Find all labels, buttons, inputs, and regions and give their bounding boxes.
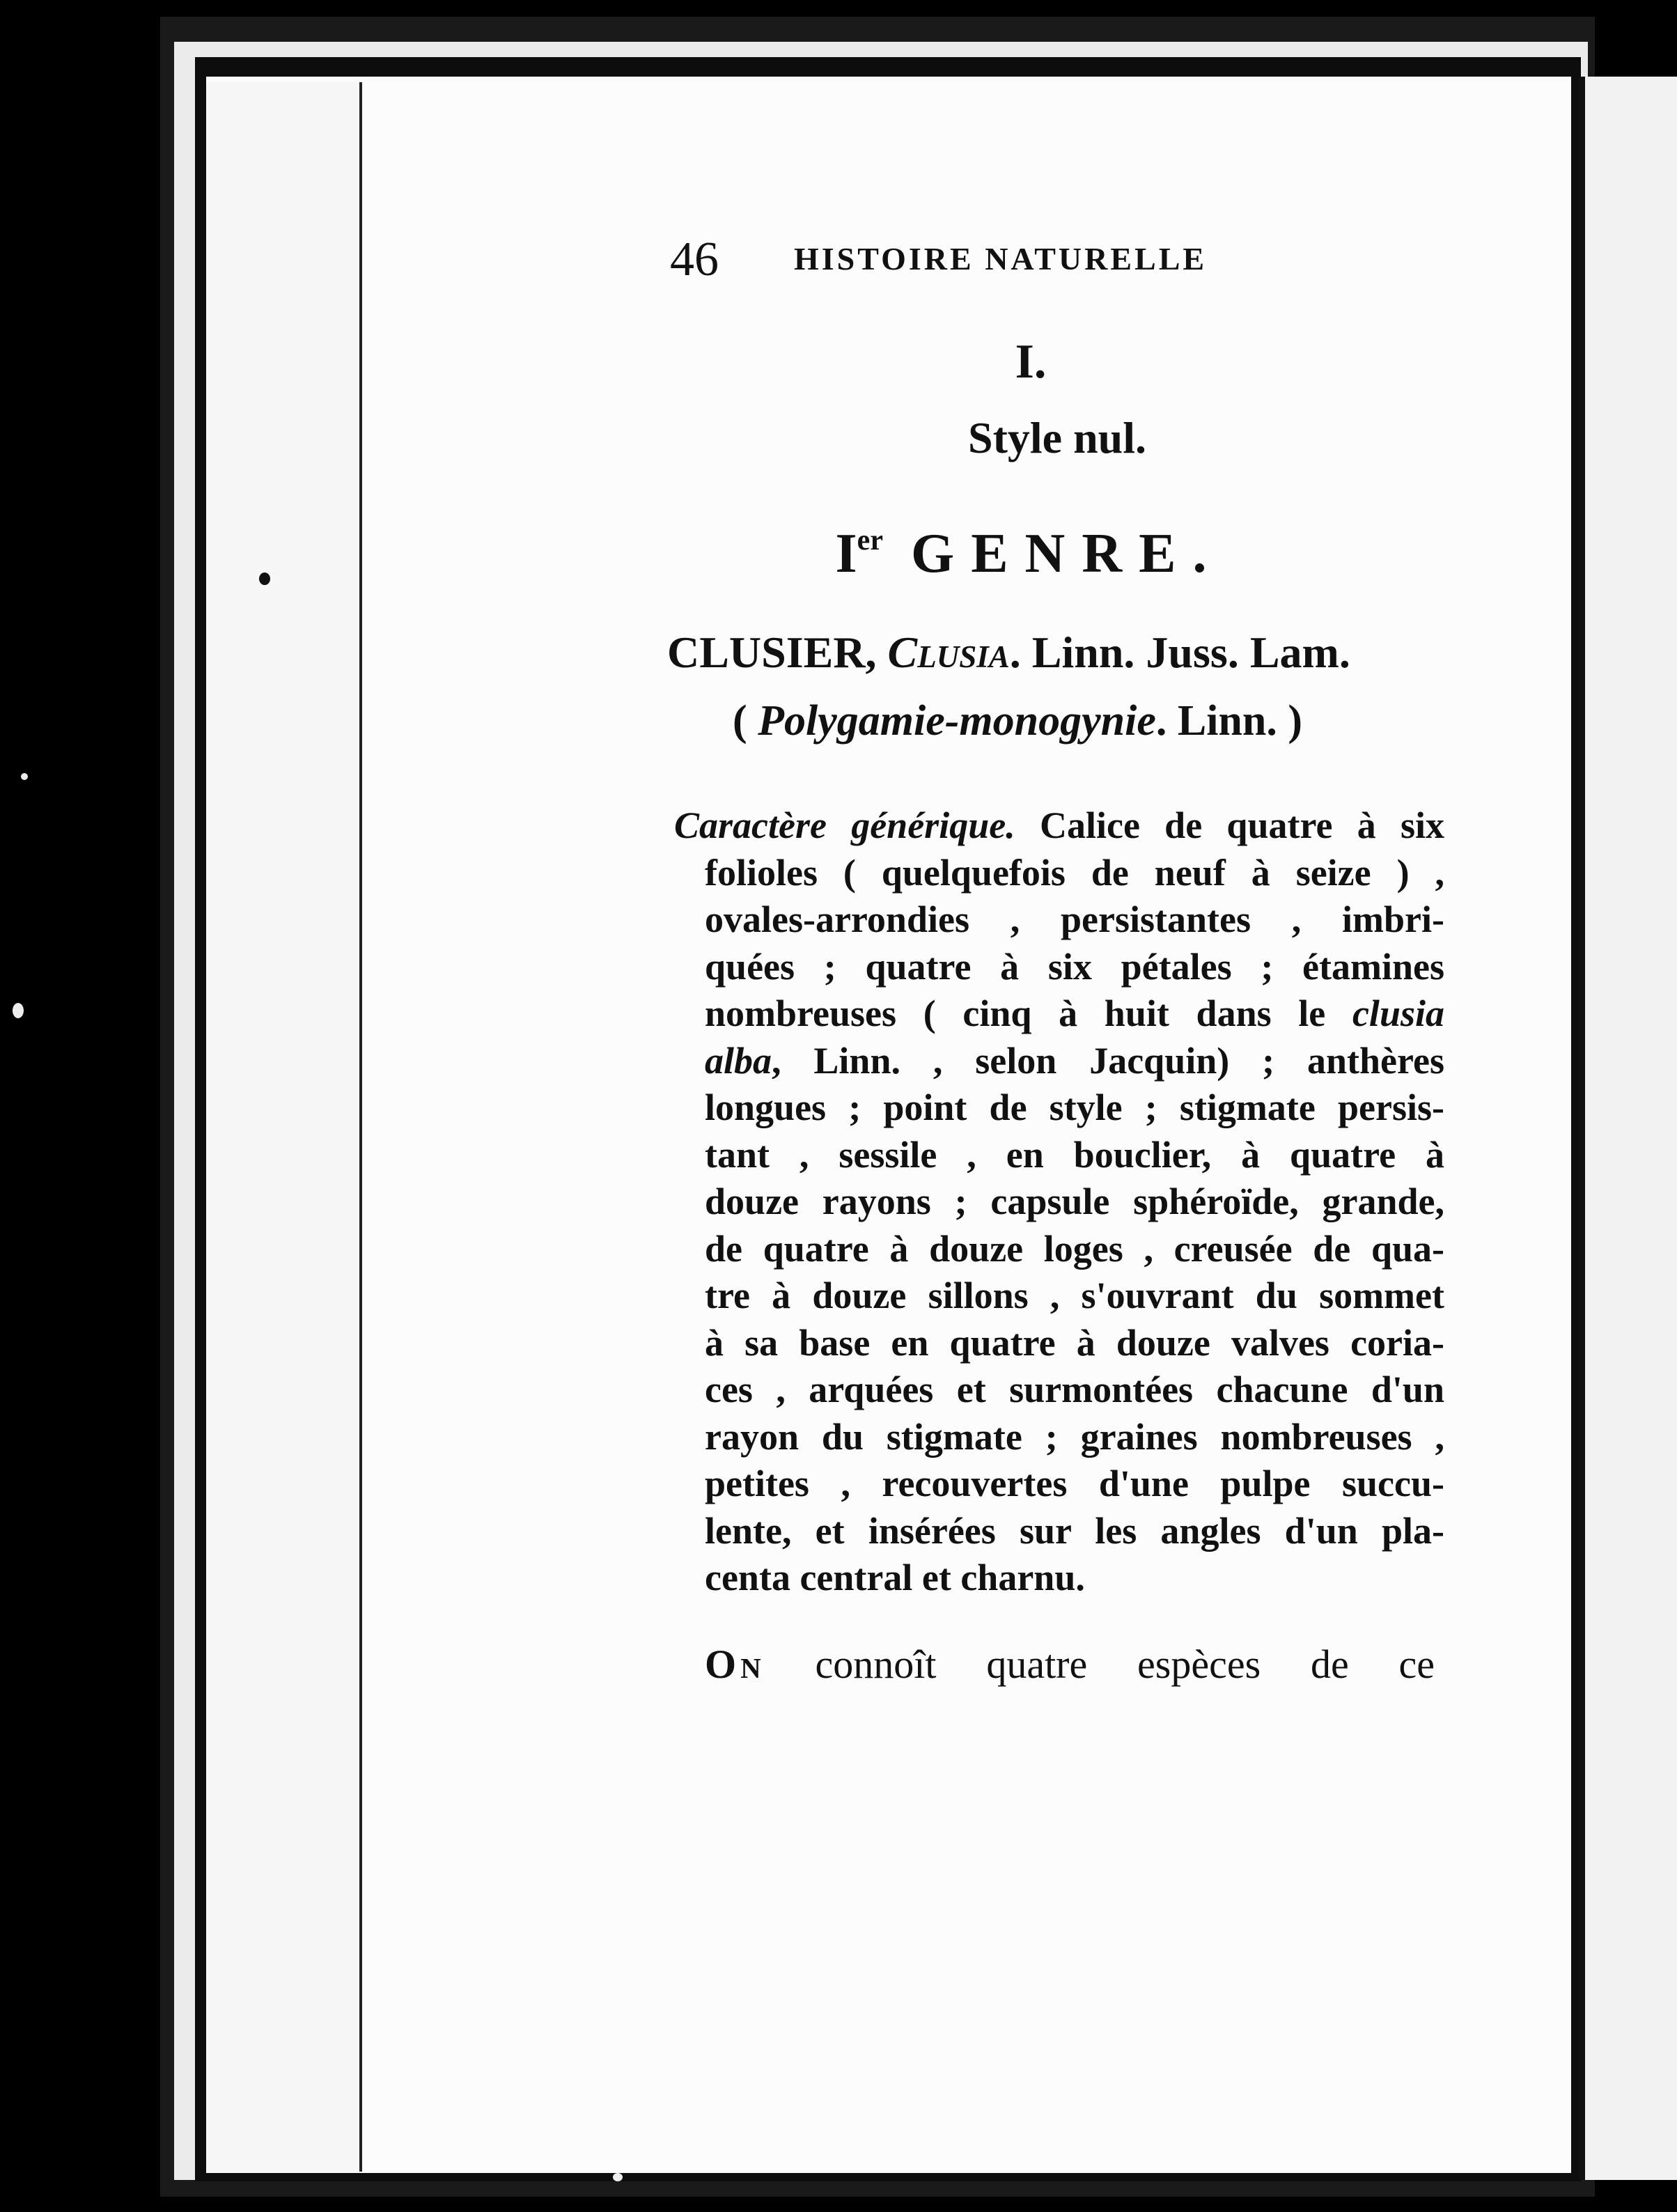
page-number: 46 <box>670 233 719 286</box>
classification-rest: . Linn. ) <box>1155 697 1303 745</box>
genre-heading <box>836 522 1224 586</box>
closing-lead: On <box>705 1642 765 1687</box>
running-head-title: HISTOIRE NATURELLE <box>794 241 1208 276</box>
text-line: douze rayons ; capsule sphéroïde, grande, <box>705 1181 1444 1222</box>
text-line: ces , arquées et surmontées chacune d'un <box>705 1369 1444 1410</box>
page-gutter <box>206 82 364 2172</box>
text-line: alba, Linn. , selon Jacquin) ; anthères <box>705 1039 1444 1082</box>
text-line: tre à douze sillons , s'ouvrant du sommet <box>705 1275 1444 1316</box>
text-line: longues ; point de style ; stigmate persis- <box>705 1086 1444 1128</box>
genus-title <box>667 627 1350 678</box>
text-line: de quatre à douze loges , creusée de qua- <box>705 1227 1444 1270</box>
genre-ordinal: I <box>835 523 857 584</box>
text-line: folioles ( quelquefois de neuf à seize ) , <box>705 851 1444 894</box>
scan-speck <box>21 773 28 780</box>
text-line: ovales-arrondies , persistantes , imbri- <box>705 898 1444 940</box>
closing-text: connoît quatre espèces de ce <box>815 1642 1435 1687</box>
text-line: rayon du stigmate ; graines nombreuses , <box>705 1415 1444 1458</box>
closing-line <box>705 1641 1435 1688</box>
scan-speck <box>259 573 270 585</box>
facing-page-edge <box>1580 77 1677 2180</box>
text-line: lente, et insérées sur les angles d'un pla- <box>705 1509 1444 1552</box>
text-line: petites , recouvertes d'une pulpe succu- <box>705 1463 1444 1504</box>
generic-character-paragraph <box>674 802 1444 1602</box>
classification-open: ( <box>733 697 747 745</box>
character-label: Caractère générique. <box>674 804 1015 846</box>
running-head <box>670 233 1443 289</box>
classification-system: Polygamie-monogynie <box>758 697 1156 745</box>
text-line: nombreuses ( cinq à huit dans le clusia <box>705 992 1444 1034</box>
text-line: quées ; quatre à six pétales ; étamines <box>705 945 1444 988</box>
section-heading: Style nul. <box>967 413 1147 462</box>
text-line: à sa base en quatre à douze valves coria- <box>705 1321 1444 1364</box>
section-number: I. <box>1015 335 1047 389</box>
genus-name: CLUSIER, <box>667 628 877 677</box>
genre-word: GENRE. <box>910 523 1224 584</box>
text-line: tant , sessile , en bouclier, à quatre à <box>705 1133 1444 1176</box>
text-line: centa central et charnu. <box>705 1557 1085 1598</box>
classification-line <box>733 696 1302 746</box>
genus-latin: Clusia <box>887 628 1010 677</box>
genus-authors: . Linn. Juss. Lam. <box>1009 628 1350 677</box>
genre-ordinal-suffix: er <box>857 524 883 556</box>
scan-speck <box>613 2173 623 2181</box>
scan-speck <box>13 1003 24 1018</box>
text-line: Caractère générique. Calice de quatre à six <box>674 804 1444 846</box>
